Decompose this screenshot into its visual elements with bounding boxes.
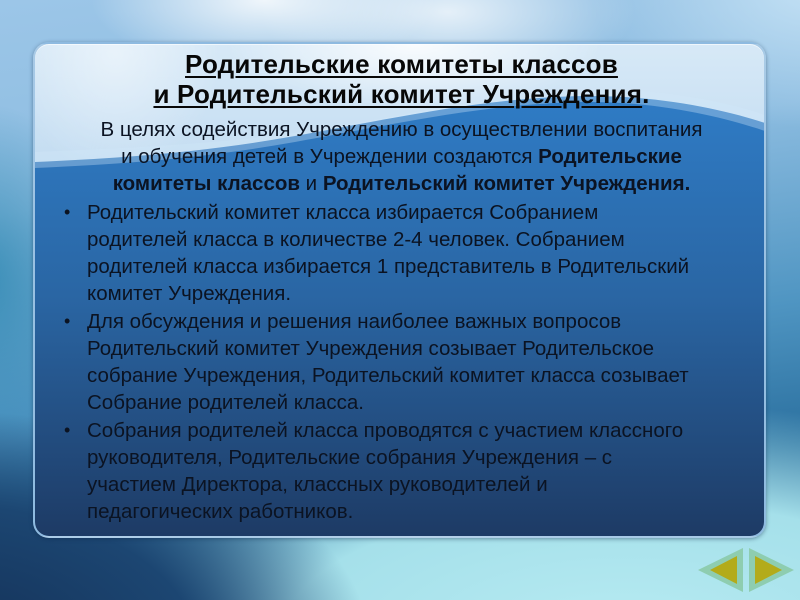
slide-navigation (697, 547, 795, 593)
content-card (33, 42, 766, 538)
bullet-marker: • (64, 202, 71, 222)
bullet-text: Родительский комитет класса избирается Собранием родителей класса в количестве 2-4 человек. Собранием родителей класса избирается 1 представитель в Родительский комитет Учреждения. (87, 201, 690, 305)
bullet-text: Для обсуждения и решения наиболее важных вопросов Родительский комитет Учреждения созывает Родительское собрание Учреждения, Родительский комитет класса созывает Собрание родителей класса. (87, 310, 689, 414)
slide-content (35, 44, 766, 538)
intro-connector: и (299, 172, 323, 195)
intro-lead: В целях содействия Учреждению в осуществлении воспитания и обучения детей в Учреждении создаются (100, 118, 703, 168)
title-line-1: Родительские комитеты классов (185, 49, 618, 79)
bullet-marker: • (64, 311, 71, 331)
bullet-list (35, 199, 766, 525)
title-line-2: и Родительский комитет Учреждения. (153, 79, 650, 109)
intro-bold-term-1: Родительские комитеты классов (112, 145, 682, 195)
bullet-marker: • (64, 420, 71, 440)
list-item (35, 417, 699, 525)
back-arrow-icon (697, 547, 745, 593)
nav-back-button[interactable] (697, 547, 745, 593)
page-title (35, 49, 766, 109)
intro-paragraph (94, 116, 710, 197)
intro-bold-term-2: Родительский комитет Учреждения. (322, 172, 691, 195)
forward-arrow-icon (747, 547, 795, 593)
list-item (35, 199, 699, 307)
nav-forward-button[interactable] (747, 547, 795, 593)
bullet-text: Собрания родителей класса проводятся с участием классного руководителя, Родительские собрания Учреждения – с участием Директора, классных руководителей и педагогических работников. (87, 419, 684, 523)
list-item (35, 308, 699, 416)
